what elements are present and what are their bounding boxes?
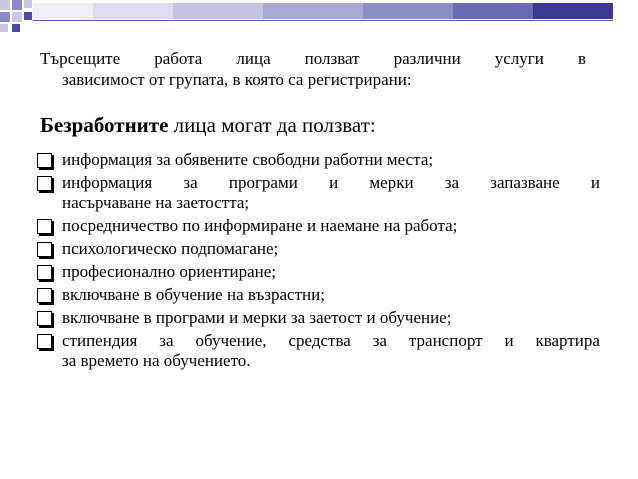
list-item-word: за: [183, 173, 198, 192]
deco-square: [24, 12, 32, 20]
list-item-word: информация: [62, 173, 153, 192]
list-item-line-2: за времето на обучението.: [62, 351, 251, 370]
header-rule: [33, 20, 613, 21]
intro-word: услуги: [494, 49, 544, 68]
intro-word: Търсещите: [40, 49, 121, 68]
list-item-text: информация за обявените свободни работни места;: [62, 150, 434, 169]
list-item: [40, 262, 600, 282]
list-item: [40, 331, 600, 371]
list-item-text: психологическо подпомагане;: [62, 239, 279, 258]
list-item-text: посредничество по информиране и наемане на работа;: [62, 216, 458, 235]
list-item: [40, 239, 600, 259]
list-item: [40, 173, 600, 213]
deco-square: [0, 0, 10, 10]
list-item: [40, 216, 600, 236]
square-bullet-icon: [37, 176, 52, 191]
list-item-word: средства: [288, 331, 351, 350]
list-item-word: и: [329, 173, 339, 192]
list-item-word: стипендия: [62, 331, 138, 350]
deco-square: [12, 12, 22, 22]
intro-word: работа: [154, 49, 203, 68]
list-item-word: и: [590, 173, 600, 192]
square-bullet-icon: [37, 311, 52, 326]
list-item-line-1: [62, 331, 600, 351]
intro-word: ползват: [304, 49, 360, 68]
square-bullet-icon: [37, 288, 52, 303]
list-item-word: за: [159, 331, 174, 350]
deco-square: [0, 12, 10, 22]
list-item-word: за: [444, 173, 460, 192]
list-item-word: квартира: [535, 331, 600, 350]
intro-line-2: зависимост от групата, в която са регистрирани:: [62, 70, 412, 89]
list-item-text: включване в обучение на възрастни;: [62, 285, 325, 304]
list-item-text: професионално ориентиране;: [62, 262, 277, 281]
slide-content: [40, 48, 600, 374]
list-item-text: включване в програми и мерки за заетост и обучение;: [62, 308, 452, 327]
square-bullet-icon: [37, 334, 52, 349]
deco-square: [12, 0, 22, 10]
list-item-word: транспорт: [408, 331, 483, 350]
square-bullet-icon: [37, 265, 52, 280]
intro-line-1: Търсещите работа лица ползват различни услуги в: [40, 49, 586, 68]
list-item-line-2: насърчаване на заетостта;: [62, 193, 250, 212]
header-decoration: [0, 0, 638, 40]
intro-word: различни: [393, 49, 461, 68]
list-item-word: мерки: [369, 173, 414, 192]
deco-square: [12, 24, 20, 32]
heading-rest: лица могат да ползват:: [168, 113, 376, 137]
list-item-line-1: [62, 173, 600, 193]
intro-paragraph: [40, 48, 600, 90]
header-gradient-bar: [33, 3, 613, 19]
list-item-word: и: [504, 331, 514, 350]
list-item-word: за: [372, 331, 387, 350]
list-item: [40, 150, 600, 170]
intro-word: лица: [236, 49, 271, 68]
square-bullet-icon: [37, 242, 52, 257]
list-item-word: обучение,: [195, 331, 267, 350]
square-bullet-icon: [37, 153, 52, 168]
deco-square: [0, 24, 8, 32]
list-item-word: запазване: [490, 173, 560, 192]
list-item-word: програми: [228, 173, 298, 192]
square-bullet-icon: [37, 219, 52, 234]
list-item: [40, 285, 600, 305]
services-list: [40, 150, 600, 371]
deco-square: [24, 0, 32, 8]
section-heading: [40, 112, 600, 138]
list-item: [40, 308, 600, 328]
heading-bold: Безработните: [40, 113, 169, 137]
